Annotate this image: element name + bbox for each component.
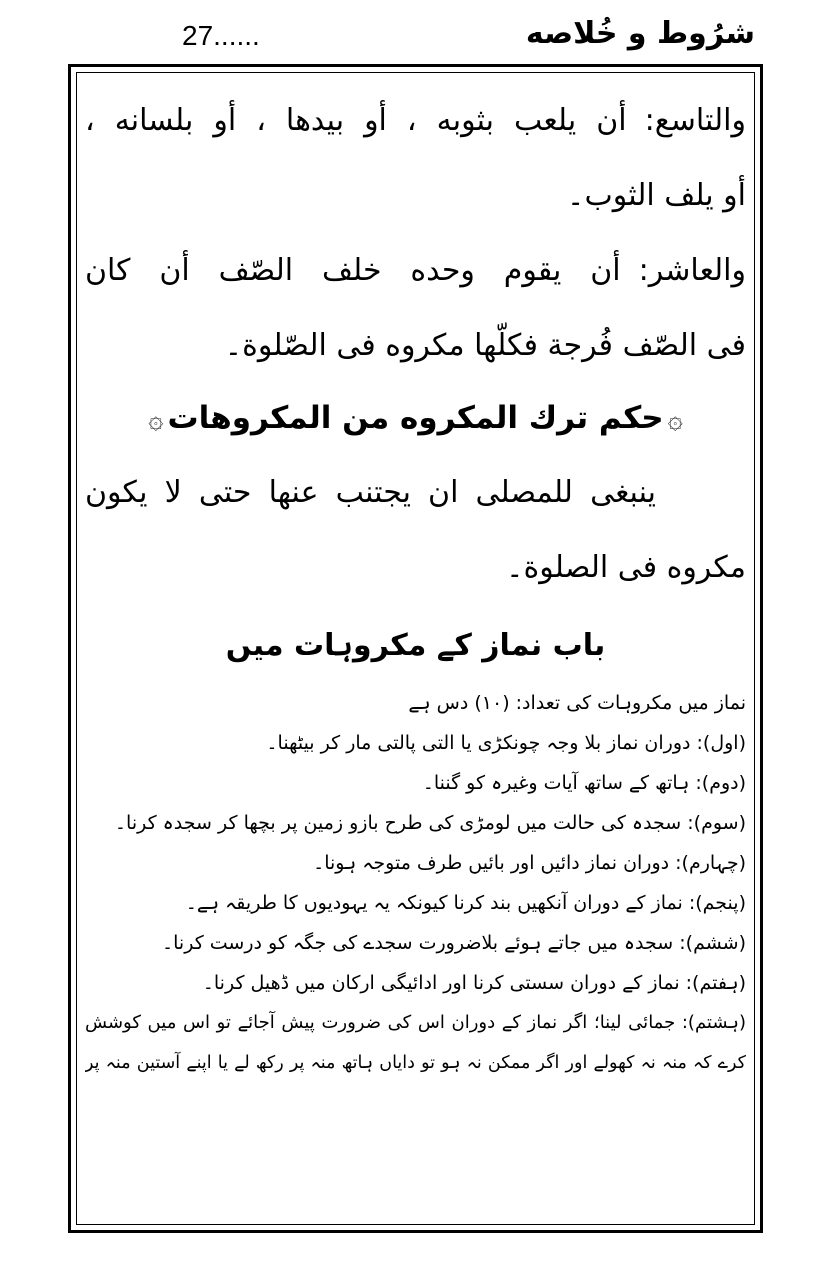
urdu-item-first: (اول): دوران نماز بلا وجہ چونکڑی یا التی پالتی مار کر بیٹھنا۔ [266,732,746,754]
ruling-line-2: مكروه فى الصلوة۔ [505,550,746,585]
urdu-count-line: نماز میں مکروہات کی تعداد: (۱۰) دس ہے [408,692,746,714]
paragraph-tenth-label: والعاشر: [638,253,746,288]
ornament-right-icon: ۞ [667,405,683,435]
page-number: 27...... [182,20,260,51]
urdu-chapter-heading: باب نماز کے مکروہات میں [225,628,606,663]
arabic-section-heading [85,383,746,455]
paragraph-ninth-line-2: أو يلف الثوب۔ [566,178,746,213]
urdu-item-sixth: (ششم): سجدہ میں جاتے ہوئے بلاضرورت سجدے کی جگہ کو درست کرنا۔ [162,932,746,954]
ruling-line-1: ينبغى للمصلى ان يجتنب عنها حتى لا يكون [85,475,656,510]
paragraph-tenth-text-1: أن يقوم وحده خلف الصّف أن كان [85,253,621,288]
paragraph-tenth-line-1 [85,233,746,308]
page-frame [68,64,763,1233]
running-title: شرُوط و خُلاصه [525,16,755,51]
page-body [85,83,746,1222]
urdu-item-seventh: (ہفتم): نماز کے دوران سستی کرنا اور ادائیگی ارکان میں ڈھیل کرنا۔ [202,972,746,994]
urdu-item-eighth-line-1: (ہشتم): جمائی لینا؛ اگر نماز کے دوران اس کی ضرورت پیش آجائے تو اس میں کوشش [85,1012,746,1033]
urdu-item-second: (دوم): ہاتھ کے ساتھ آیات وغیرہ کو گننا۔ [422,772,746,794]
paragraph-ninth-line-1 [85,83,746,158]
urdu-item-eighth-line-2: کرے کہ منہ نہ کھولے اور اگر ممکن نہ ہو تو دایاں ہاتھ منہ پر رکھ لے یا اپنے آستین منہ پر [85,1053,746,1073]
urdu-item-fourth: (چہارم): دوران نماز دائیں اور بائیں طرف متوجہ ہونا۔ [313,852,746,874]
urdu-item-fifth: (پنجم): نماز کے دوران آنکھیں بند کرنا کیونکہ یہ یہودیوں کا طریقہ ہے۔ [185,892,746,914]
paragraph-tenth-line-2: فى الصّف فُرجة فكلّها مكروه فى الصّلوة۔ [224,328,746,363]
urdu-item-third: (سوم): سجدہ کی حالت میں لومڑی کی طرح بازو زمین پر بچھا کر سجدہ کرنا۔ [114,812,746,834]
arabic-heading-text: حكم ترك المكروه من المكروهات [167,400,664,436]
ornament-left-icon: ۞ [148,405,164,435]
page-header [70,14,755,60]
paragraph-ninth-text-1: أن يلعب بثوبه ، أو بيدها ، أو بلسانه ، [85,103,627,138]
paragraph-ninth-label: والتاسع: [644,103,746,138]
